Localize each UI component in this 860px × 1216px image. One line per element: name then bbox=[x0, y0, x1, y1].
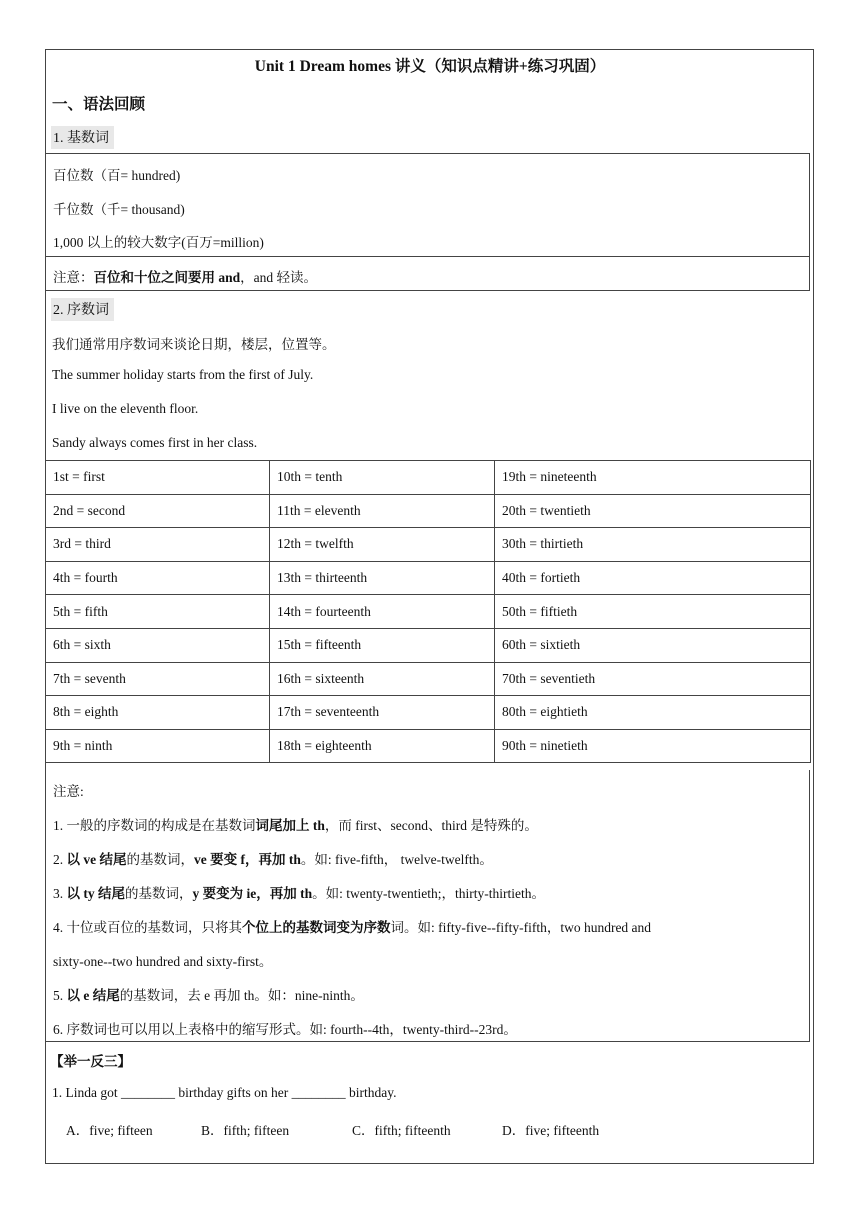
note-text: 6. 序数词也可以用以上表格中的缩写形式。如: fourth--4th，twenty-third--23rd。 bbox=[53, 1022, 517, 1037]
table-cell: 18th = eighteenth bbox=[270, 729, 495, 763]
table-cell: 14th = fourteenth bbox=[270, 595, 495, 629]
table-row bbox=[46, 494, 811, 528]
option-d[interactable]: D．five; fifteenth bbox=[502, 1123, 600, 1138]
note-line bbox=[53, 1018, 517, 1038]
note-bold: 以 ty 结尾 bbox=[66, 886, 125, 901]
table-cell: 60th = sixtieth bbox=[495, 628, 811, 662]
table-cell: 5th = fifth bbox=[46, 595, 270, 629]
table-cell: 6th = sixth bbox=[46, 628, 270, 662]
table-cell: 4th = fourth bbox=[46, 561, 270, 595]
cardinal-line: 百位数（百= hundred) bbox=[53, 168, 181, 183]
ordinal-heading: 2. 序数词 bbox=[51, 298, 114, 321]
table-cell: 19th = nineteenth bbox=[495, 461, 811, 495]
cardinal-line: 1,000 以上的较大数字(百万=million) bbox=[53, 235, 264, 250]
table-row bbox=[46, 628, 811, 662]
table-cell: 9th = ninth bbox=[46, 729, 270, 763]
note-line bbox=[53, 848, 493, 868]
table-row bbox=[46, 461, 811, 495]
note-text: 3. bbox=[53, 886, 67, 901]
note-text: sixty-one--two hundred and sixty-first。 bbox=[53, 954, 273, 969]
cardinal-box bbox=[45, 153, 810, 257]
ordinal-notes-box bbox=[45, 770, 810, 1042]
note-bold: ve 要变 f，再加 th bbox=[194, 852, 301, 867]
option-b[interactable]: B．fifth; fifteen bbox=[201, 1123, 290, 1138]
table-cell: 90th = ninetieth bbox=[495, 729, 811, 763]
cardinal-note bbox=[53, 266, 317, 286]
note-line bbox=[53, 882, 545, 902]
table-row bbox=[46, 729, 811, 763]
example-sentence: The summer holiday starts from the first of July. bbox=[52, 367, 314, 382]
table-row bbox=[46, 561, 811, 595]
note-bold: 以 ve 结尾 bbox=[66, 852, 127, 867]
note-text: 。如: twenty-twentieth;，thirty-thirtieth。 bbox=[312, 886, 545, 901]
note-text: 1. 一般的序数词的构成是在基数词 bbox=[53, 818, 256, 833]
note-line bbox=[53, 984, 364, 1004]
practice-question: 1. Linda got ________ birthday gifts on her ________ birthday. bbox=[52, 1085, 397, 1100]
ordinal-intro: 我们通常用序数词来谈论日期，楼层，位置等。 bbox=[52, 337, 336, 352]
example-sentence: Sandy always comes first in her class. bbox=[52, 435, 258, 450]
table-cell: 80th = eightieth bbox=[495, 696, 811, 730]
table-cell: 50th = fiftieth bbox=[495, 595, 811, 629]
table-cell: 2nd = second bbox=[46, 494, 270, 528]
table-row bbox=[46, 595, 811, 629]
table-cell: 13th = thirteenth bbox=[270, 561, 495, 595]
note-line bbox=[53, 916, 651, 936]
note-text: 4. 十位或百位的基数词，只将其 bbox=[53, 920, 242, 935]
ordinal-table bbox=[45, 460, 811, 763]
table-cell: 10th = tenth bbox=[270, 461, 495, 495]
page-title: Unit 1 Dream homes 讲义（知识点精讲+练习巩固） bbox=[254, 58, 606, 75]
note-bold: 词尾加上 th bbox=[255, 818, 325, 833]
note-text: 。如: five-fifth， twelve-twelfth。 bbox=[300, 852, 493, 867]
table-cell: 11th = eleventh bbox=[270, 494, 495, 528]
example-sentence: I live on the eleventh floor. bbox=[52, 401, 199, 416]
note-text: 5. bbox=[53, 988, 67, 1003]
section-heading: 一、语法回顾 bbox=[52, 96, 146, 113]
notes-label: 注意: bbox=[53, 784, 84, 799]
note-suffix: ，and 轻读。 bbox=[240, 270, 318, 285]
table-cell: 1st = first bbox=[46, 461, 270, 495]
table-row bbox=[46, 662, 811, 696]
note-prefix: 注意： bbox=[53, 270, 94, 285]
note-bold: 以 e 结尾 bbox=[66, 988, 120, 1003]
table-row bbox=[46, 528, 811, 562]
note-bold: 个位上的基数词变为序数 bbox=[242, 920, 391, 935]
cardinal-line: 千位数（千= thousand) bbox=[53, 202, 185, 217]
note-bold: 百位和十位之间要用 and bbox=[93, 270, 241, 285]
table-cell: 7th = seventh bbox=[46, 662, 270, 696]
note-text: ，而 first、second、third 是特殊的。 bbox=[324, 818, 538, 833]
cardinal-note-box bbox=[45, 256, 810, 291]
note-bold: y 要变为 ie，再加 th bbox=[192, 886, 313, 901]
practice-heading: 【举一反三】 bbox=[50, 1054, 131, 1069]
option-c[interactable]: C．fifth; fifteenth bbox=[352, 1123, 451, 1138]
note-text: 2. bbox=[53, 852, 67, 867]
option-a[interactable]: A．five; fifteen bbox=[66, 1123, 153, 1138]
table-cell: 70th = seventieth bbox=[495, 662, 811, 696]
table-row bbox=[46, 696, 811, 730]
note-line bbox=[53, 950, 272, 970]
table-cell: 15th = fifteenth bbox=[270, 628, 495, 662]
table-cell: 40th = fortieth bbox=[495, 561, 811, 595]
note-text: 的基数词， bbox=[125, 886, 193, 901]
table-cell: 12th = twelfth bbox=[270, 528, 495, 562]
table-cell: 3rd = third bbox=[46, 528, 270, 562]
table-cell: 17th = seventeenth bbox=[270, 696, 495, 730]
note-text: 词。如: fifty-five--fifty-fifth，two hundred and bbox=[390, 920, 652, 935]
table-cell: 16th = sixteenth bbox=[270, 662, 495, 696]
table-cell: 8th = eighth bbox=[46, 696, 270, 730]
note-text: 的基数词， bbox=[126, 852, 194, 867]
note-text: 的基数词，去 e 再加 th。如：nine-ninth。 bbox=[119, 988, 364, 1003]
cardinal-heading: 1. 基数词 bbox=[51, 126, 114, 149]
table-cell: 30th = thirtieth bbox=[495, 528, 811, 562]
note-line bbox=[53, 814, 538, 834]
table-cell: 20th = twentieth bbox=[495, 494, 811, 528]
